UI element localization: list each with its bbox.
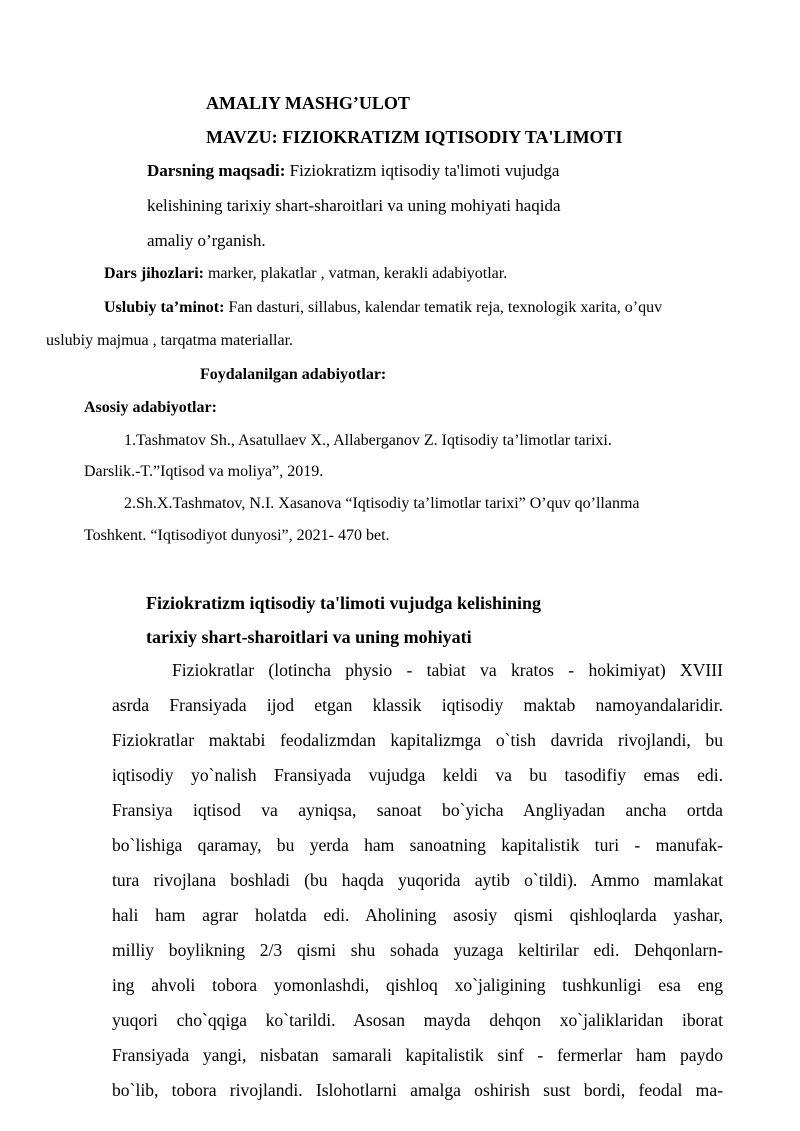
literature-item-1-line-2: Darslik.-T.”Iqtisod va moliya”, 2019.	[84, 463, 324, 480]
body-line: bo`lishiga qaramay, bu yerda ham sanoatning kapitalistik turi - manufak-	[112, 835, 723, 855]
goal-line-1	[147, 160, 559, 182]
goal-text: Fiziokratizm iqtisodiy ta'limoti vujudga	[285, 161, 560, 180]
body-line: tura rivojlana boshladi (bu haqda yuqorida aytib o`tildi). Ammo mamlakat	[112, 870, 723, 890]
literature-item-1-line-1: 1.Tashmatov Sh., Asatullaev X., Allaberganov Z. Iqtisodiy ta’limotlar tarixi.	[124, 432, 612, 449]
goal-label: Darsning maqsadi:	[147, 161, 286, 180]
body-line: iqtisodiy yo`nalish Fransiyada vujudga keldi va bu tasodifiy emas edi.	[112, 765, 723, 785]
goal-line-3: amaliy o’rganish.	[147, 231, 266, 250]
body-line: yuqori cho`qqiga ko`tarildi. Asosan mayda dehqon xo`jaliklaridan iborat	[112, 1010, 723, 1030]
body-line: asrda Fransiyada ijod etgan klassik iqtisodiy maktab namoyandalaridir.	[112, 695, 723, 715]
body-line: ing ahvoli tobora yomonlashdi, qishloq xo`jaligining tushkunligi esa eng	[112, 975, 723, 995]
method-label: Uslubiy ta’minot:	[104, 299, 225, 316]
equipment-label: Dars jihozlari:	[104, 265, 204, 282]
equipment-line	[104, 263, 507, 285]
method-line-1	[104, 297, 662, 319]
body-line: Fiziokratlar maktabi feodalizmdan kapitalizmga o`tish davrida rivojlandi, bu	[112, 730, 723, 750]
literature-item-2-line-1: 2.Sh.X.Tashmatov, N.I. Xasanova “Iqtisodiy ta’limotlar tarixi” O’quv qo’llanma	[124, 495, 640, 512]
section-heading-1: Fiziokratizm iqtisodiy ta'limoti vujudga kelishining	[146, 593, 542, 613]
main-literature-heading: Asosiy adabiyotlar:	[84, 399, 217, 416]
method-line-2: uslubiy majmua , tarqatma materiallar.	[46, 332, 294, 349]
page-title: AMALIY MASHG’ULOT	[206, 93, 410, 113]
body-line: bo`lib, tobora rivojlandi. Islohotlarni amalga oshirish sust bordi, feodal ma-	[112, 1080, 723, 1100]
body-line: Fiziokratlar (lotincha physio - tabiat va kratos - hokimiyat) XVIII	[172, 660, 723, 680]
body-line: hali ham agrar holatda edi. Aholining asosiy qismi qishloqlarda yashar,	[112, 905, 723, 925]
body-line: Fransiya iqtisod va ayniqsa, sanoat bo`yicha Angliyadan ancha ortda	[112, 800, 723, 820]
method-text: Fan dasturi, sillabus, kalendar tematik reja, texnologik xarita, o’quv	[224, 299, 663, 316]
literature-heading: Foydalanilgan adabiyotlar:	[200, 366, 387, 383]
body-line: Fransiyada yangi, nisbatan samarali kapitalistik sinf - fermerlar ham paydo	[112, 1045, 723, 1065]
body-line: milliy boylikning 2/3 qismi shu sohada yuzaga keltirilar edi. Dehqonlarn-	[112, 940, 723, 960]
topic-title: MAVZU: FIZIOKRATIZM IQTISODIY TA'LIMOTI	[206, 127, 623, 147]
section-heading-2: tarixiy shart-sharoitlari va uning mohiyati	[146, 627, 472, 647]
equipment-text: marker, plakatlar , vatman, kerakli adabiyotlar.	[203, 265, 508, 282]
literature-item-2-line-2: Toshkent. “Iqtisodiyot dunyosi”, 2021- 470 bet.	[84, 527, 390, 544]
goal-line-2: kelishining tarixiy shart-sharoitlari va uning mohiyati haqida	[147, 196, 561, 215]
